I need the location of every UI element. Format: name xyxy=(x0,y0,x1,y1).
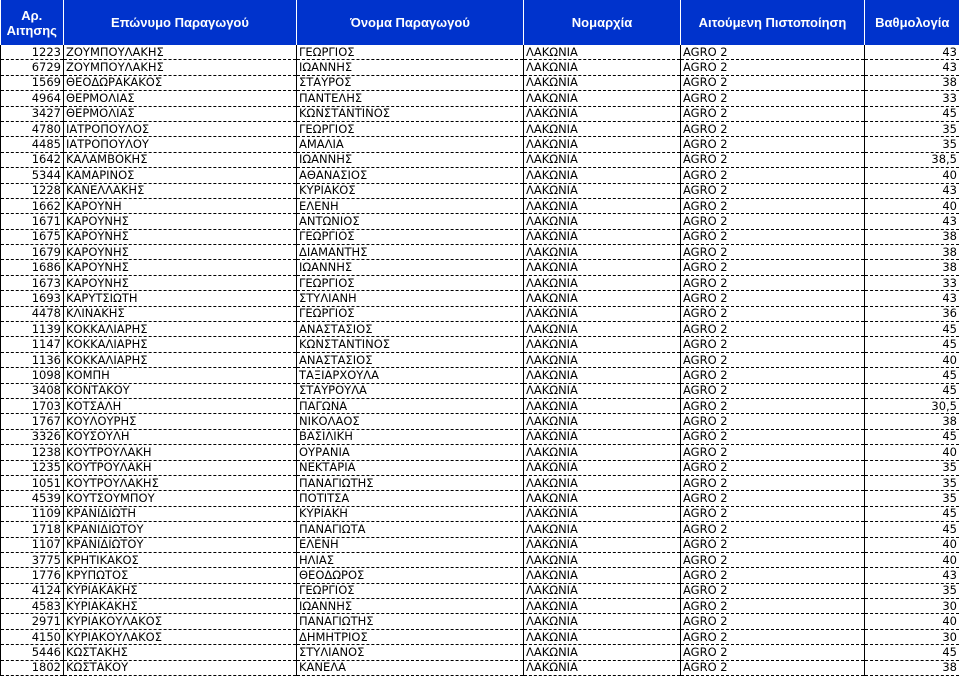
table-row xyxy=(1,168,959,183)
prefecture-cell: ΛΑΚΩΝΙΑ xyxy=(524,137,681,152)
header-producer-name: Όνομα Παραγωγού xyxy=(297,0,524,45)
certification-cell: AGRO 2 xyxy=(681,460,865,475)
application-number-cell: 1686 xyxy=(1,260,64,275)
first-name-cell: ΙΩΑΝΝΗΣ xyxy=(297,152,524,167)
first-name-cell: ΘΕΟΔΩΡΟΣ xyxy=(297,568,524,583)
table-row xyxy=(1,183,959,198)
surname-cell: ΚΡΑΝΙΔΙΩΤΟΥ xyxy=(64,522,297,537)
first-name-cell: ΓΕΩΡΓΙΟΣ xyxy=(297,275,524,290)
score-cell: 40 xyxy=(865,445,959,460)
surname-cell: ΖΟΥΜΠΟΥΛΑΚΗΣ xyxy=(64,60,297,75)
certification-cell: AGRO 2 xyxy=(681,214,865,229)
prefecture-cell: ΛΑΚΩΝΙΑ xyxy=(524,445,681,460)
prefecture-cell: ΛΑΚΩΝΙΑ xyxy=(524,537,681,552)
first-name-cell: ΑΝΑΣΤΑΣΙΟΣ xyxy=(297,352,524,367)
application-number-cell: 1662 xyxy=(1,198,64,213)
first-name-cell: ΠΑΝΑΓΙΩΤΗΣ xyxy=(297,475,524,490)
prefecture-cell: ΛΑΚΩΝΙΑ xyxy=(524,414,681,429)
surname-cell: ΚΟΥΤΡΟΥΛΑΚΗ xyxy=(64,460,297,475)
score-cell: 36 xyxy=(865,306,959,321)
surname-cell: ΚΟΚΚΑΛΙΑΡΗΣ xyxy=(64,337,297,352)
prefecture-cell: ΛΑΚΩΝΙΑ xyxy=(524,245,681,260)
surname-cell: ΚΑΡΟΥΝΗΣ xyxy=(64,260,297,275)
table-row xyxy=(1,275,959,290)
certification-cell: AGRO 2 xyxy=(681,491,865,506)
prefecture-cell: ΛΑΚΩΝΙΑ xyxy=(524,645,681,660)
score-cell: 43 xyxy=(865,291,959,306)
header-application-number: Αρ. Αιτησης xyxy=(1,0,64,45)
application-number-cell: 1136 xyxy=(1,352,64,367)
application-number-cell: 1107 xyxy=(1,537,64,552)
score-cell: 33 xyxy=(865,91,959,106)
certification-cell: AGRO 2 xyxy=(681,183,865,198)
surname-cell: ΚΟΝΤΑΚΟΥ xyxy=(64,383,297,398)
surname-cell: ΚΟΥΛΟΥΡΗΣ xyxy=(64,414,297,429)
surname-cell: ΚΟΥΤΣΟΥΜΠΟΥ xyxy=(64,491,297,506)
score-cell: 38 xyxy=(865,414,959,429)
score-cell: 40 xyxy=(865,537,959,552)
application-number-cell: 6729 xyxy=(1,60,64,75)
table-row xyxy=(1,445,959,460)
first-name-cell: ΑΜΑΛΙΑ xyxy=(297,137,524,152)
application-number-cell: 1673 xyxy=(1,275,64,290)
application-number-cell: 1228 xyxy=(1,183,64,198)
prefecture-cell: ΛΑΚΩΝΙΑ xyxy=(524,522,681,537)
certification-cell: AGRO 2 xyxy=(681,306,865,321)
table-row xyxy=(1,599,959,614)
first-name-cell: ΠΑΓΩΝΑ xyxy=(297,398,524,413)
prefecture-cell: ΛΑΚΩΝΙΑ xyxy=(524,552,681,567)
table-row xyxy=(1,614,959,629)
score-cell: 40 xyxy=(865,198,959,213)
application-number-cell: 1671 xyxy=(1,214,64,229)
certification-cell: AGRO 2 xyxy=(681,198,865,213)
score-cell: 43 xyxy=(865,568,959,583)
certification-cell: AGRO 2 xyxy=(681,429,865,444)
prefecture-cell: ΛΑΚΩΝΙΑ xyxy=(524,198,681,213)
table-row xyxy=(1,537,959,552)
table-row xyxy=(1,552,959,567)
prefecture-cell: ΛΑΚΩΝΙΑ xyxy=(524,322,681,337)
application-number-cell: 1703 xyxy=(1,398,64,413)
application-number-cell: 1139 xyxy=(1,322,64,337)
score-cell: 30 xyxy=(865,629,959,644)
surname-cell: ΚΟΚΚΑΛΙΑΡΗΣ xyxy=(64,352,297,367)
certification-cell: AGRO 2 xyxy=(681,583,865,598)
certification-cell: AGRO 2 xyxy=(681,260,865,275)
first-name-cell: ΚΥΡΙΑΚΗ xyxy=(297,506,524,521)
score-cell: 40 xyxy=(865,614,959,629)
certification-cell: AGRO 2 xyxy=(681,322,865,337)
application-number-cell: 1235 xyxy=(1,460,64,475)
prefecture-cell: ΛΑΚΩΝΙΑ xyxy=(524,491,681,506)
score-cell: 45 xyxy=(865,368,959,383)
prefecture-cell: ΛΑΚΩΝΙΑ xyxy=(524,368,681,383)
surname-cell: ΚΥΡΙΑΚΟΥΛΑΚΟΣ xyxy=(64,629,297,644)
prefecture-cell: ΛΑΚΩΝΙΑ xyxy=(524,121,681,136)
table-row xyxy=(1,245,959,260)
certification-cell: AGRO 2 xyxy=(681,552,865,567)
score-cell: 45 xyxy=(865,522,959,537)
first-name-cell: ΓΕΩΡΓΙΟΣ xyxy=(297,229,524,244)
table-row xyxy=(1,398,959,413)
table-row xyxy=(1,60,959,75)
first-name-cell: ΑΝΤΩΝΙΟΣ xyxy=(297,214,524,229)
score-cell: 40 xyxy=(865,168,959,183)
table-row xyxy=(1,629,959,644)
score-cell: 35 xyxy=(865,460,959,475)
score-cell: 35 xyxy=(865,583,959,598)
table-row xyxy=(1,337,959,352)
score-cell: 38 xyxy=(865,660,959,675)
surname-cell: ΚΩΣΤΑΚΟΥ xyxy=(64,660,297,675)
certification-cell: AGRO 2 xyxy=(681,660,865,675)
application-number-cell: 1147 xyxy=(1,337,64,352)
table-body xyxy=(1,45,959,676)
prefecture-cell: ΛΑΚΩΝΙΑ xyxy=(524,460,681,475)
application-number-cell: 1098 xyxy=(1,368,64,383)
surname-cell: ΚΟΥΣΟΥΛΗ xyxy=(64,429,297,444)
table-row xyxy=(1,121,959,136)
score-cell: 33 xyxy=(865,275,959,290)
score-cell: 43 xyxy=(865,214,959,229)
prefecture-cell: ΛΑΚΩΝΙΑ xyxy=(524,352,681,367)
score-cell: 45 xyxy=(865,429,959,444)
application-number-cell: 5344 xyxy=(1,168,64,183)
application-number-cell: 4150 xyxy=(1,629,64,644)
certification-cell: AGRO 2 xyxy=(681,245,865,260)
certification-cell: AGRO 2 xyxy=(681,337,865,352)
application-number-cell: 1051 xyxy=(1,475,64,490)
surname-cell: ΚΑΡΥΤΣΙΩΤΗ xyxy=(64,291,297,306)
score-cell: 38 xyxy=(865,75,959,90)
table-row xyxy=(1,45,959,60)
application-number-cell: 1109 xyxy=(1,506,64,521)
score-cell: 35 xyxy=(865,121,959,136)
application-number-cell: 1675 xyxy=(1,229,64,244)
surname-cell: ΚΥΡΙΑΚΑΚΗΣ xyxy=(64,599,297,614)
prefecture-cell: ΛΑΚΩΝΙΑ xyxy=(524,60,681,75)
table-row xyxy=(1,429,959,444)
application-number-cell: 1679 xyxy=(1,245,64,260)
first-name-cell: ΝΙΚΟΛΑΟΣ xyxy=(297,414,524,429)
score-cell: 35 xyxy=(865,475,959,490)
table-row xyxy=(1,322,959,337)
prefecture-cell: ΛΑΚΩΝΙΑ xyxy=(524,398,681,413)
prefecture-cell: ΛΑΚΩΝΙΑ xyxy=(524,506,681,521)
certification-cell: AGRO 2 xyxy=(681,75,865,90)
score-cell: 40 xyxy=(865,352,959,367)
surname-cell: ΚΑΡΟΥΝΗΣ xyxy=(64,275,297,290)
certification-cell: AGRO 2 xyxy=(681,91,865,106)
first-name-cell: ΙΩΑΝΝΗΣ xyxy=(297,599,524,614)
surname-cell: ΚΩΣΤΑΚΗΣ xyxy=(64,645,297,660)
first-name-cell: ΔΗΜΗΤΡΙΟΣ xyxy=(297,629,524,644)
score-cell: 38,5 xyxy=(865,152,959,167)
application-number-cell: 1767 xyxy=(1,414,64,429)
certification-cell: AGRO 2 xyxy=(681,45,865,60)
surname-cell: ΚΑΡΟΥΝΗΣ xyxy=(64,214,297,229)
score-cell: 45 xyxy=(865,383,959,398)
score-cell: 45 xyxy=(865,337,959,352)
first-name-cell: ΚΩΝΣΤΑΝΤΙΝΟΣ xyxy=(297,337,524,352)
surname-cell: ΚΑΛΑΜΒΟΚΗΣ xyxy=(64,152,297,167)
table-row xyxy=(1,91,959,106)
table-row xyxy=(1,152,959,167)
prefecture-cell: ΛΑΚΩΝΙΑ xyxy=(524,106,681,121)
table-row xyxy=(1,214,959,229)
first-name-cell: ΓΕΩΡΓΙΟΣ xyxy=(297,45,524,60)
surname-cell: ΚΥΡΙΑΚΑΚΗΣ xyxy=(64,583,297,598)
surname-cell: ΚΡΑΝΙΔΙΩΤΟΥ xyxy=(64,537,297,552)
certification-cell: AGRO 2 xyxy=(681,599,865,614)
application-number-cell: 1776 xyxy=(1,568,64,583)
prefecture-cell: ΛΑΚΩΝΙΑ xyxy=(524,229,681,244)
first-name-cell: ΔΙΑΜΑΝΤΗΣ xyxy=(297,245,524,260)
application-number-cell: 3775 xyxy=(1,552,64,567)
table-row xyxy=(1,522,959,537)
score-cell: 38 xyxy=(865,229,959,244)
score-cell: 35 xyxy=(865,491,959,506)
certification-cell: AGRO 2 xyxy=(681,645,865,660)
table-row xyxy=(1,506,959,521)
prefecture-cell: ΛΑΚΩΝΙΑ xyxy=(524,429,681,444)
score-cell: 30 xyxy=(865,599,959,614)
application-number-cell: 5446 xyxy=(1,645,64,660)
score-cell: 38 xyxy=(865,260,959,275)
first-name-cell: ΠΑΝΤΕΛΗΣ xyxy=(297,91,524,106)
surname-cell: ΚΡΑΝΙΔΙΩΤΗ xyxy=(64,506,297,521)
score-cell: 43 xyxy=(865,60,959,75)
surname-cell: ΘΕΡΜΟΛΙΑΣ xyxy=(64,91,297,106)
score-cell: 45 xyxy=(865,106,959,121)
table-row xyxy=(1,75,959,90)
first-name-cell: ΓΕΩΡΓΙΟΣ xyxy=(297,306,524,321)
prefecture-cell: ΛΑΚΩΝΙΑ xyxy=(524,183,681,198)
application-number-cell: 4478 xyxy=(1,306,64,321)
surname-cell: ΚΡΗΤΙΚΑΚΟΣ xyxy=(64,552,297,567)
header-requested-certification: Αιτούμενη Πιστοποίηση xyxy=(681,0,865,45)
surname-cell: ΚΑΡΟΥΝΗ xyxy=(64,198,297,213)
prefecture-cell: ΛΑΚΩΝΙΑ xyxy=(524,583,681,598)
first-name-cell: ΠΑΝΑΓΙΩΤΗΣ xyxy=(297,614,524,629)
score-cell: 43 xyxy=(865,183,959,198)
certification-cell: AGRO 2 xyxy=(681,152,865,167)
certification-cell: AGRO 2 xyxy=(681,629,865,644)
application-number-cell: 4780 xyxy=(1,121,64,136)
table-header xyxy=(1,0,959,45)
first-name-cell: ΠΟΤΙΤΣΑ xyxy=(297,491,524,506)
first-name-cell: ΙΩΑΝΝΗΣ xyxy=(297,260,524,275)
surname-cell: ΚΑΝΕΛΛΑΚΗΣ xyxy=(64,183,297,198)
prefecture-cell: ΛΑΚΩΝΙΑ xyxy=(524,91,681,106)
table-row xyxy=(1,352,959,367)
prefecture-cell: ΛΑΚΩΝΙΑ xyxy=(524,383,681,398)
prefecture-cell: ΛΑΚΩΝΙΑ xyxy=(524,614,681,629)
table-row xyxy=(1,460,959,475)
surname-cell: ΘΕΟΔΩΡΑΚΑΚΟΣ xyxy=(64,75,297,90)
prefecture-cell: ΛΑΚΩΝΙΑ xyxy=(524,275,681,290)
certification-cell: AGRO 2 xyxy=(681,229,865,244)
application-number-cell: 3326 xyxy=(1,429,64,444)
certification-cell: AGRO 2 xyxy=(681,275,865,290)
first-name-cell: ΙΩΑΝΝΗΣ xyxy=(297,60,524,75)
first-name-cell: ΠΑΝΑΓΙΩΤΑ xyxy=(297,522,524,537)
certification-cell: AGRO 2 xyxy=(681,568,865,583)
application-number-cell: 3408 xyxy=(1,383,64,398)
first-name-cell: ΚΩΝΣΤΑΝΤΙΝΟΣ xyxy=(297,106,524,121)
surname-cell: ΖΟΥΜΠΟΥΛΑΚΗΣ xyxy=(64,45,297,60)
prefecture-cell: ΛΑΚΩΝΙΑ xyxy=(524,291,681,306)
score-cell: 45 xyxy=(865,645,959,660)
score-cell: 30,5 xyxy=(865,398,959,413)
prefecture-cell: ΛΑΚΩΝΙΑ xyxy=(524,152,681,167)
application-number-cell: 4539 xyxy=(1,491,64,506)
certification-cell: AGRO 2 xyxy=(681,60,865,75)
table-row xyxy=(1,491,959,506)
application-number-cell: 1642 xyxy=(1,152,64,167)
first-name-cell: ΓΕΩΡΓΙΟΣ xyxy=(297,583,524,598)
header-row xyxy=(1,0,959,45)
table-row xyxy=(1,291,959,306)
score-cell: 38 xyxy=(865,245,959,260)
score-cell: 45 xyxy=(865,506,959,521)
surname-cell: ΚΑΡΟΥΝΗΣ xyxy=(64,245,297,260)
surname-cell: ΚΛΙΝΑΚΗΣ xyxy=(64,306,297,321)
prefecture-cell: ΛΑΚΩΝΙΑ xyxy=(524,45,681,60)
application-number-cell: 1569 xyxy=(1,75,64,90)
first-name-cell: ΒΑΣΙΛΙΚΗ xyxy=(297,429,524,444)
certification-cell: AGRO 2 xyxy=(681,537,865,552)
application-number-cell: 4583 xyxy=(1,599,64,614)
application-number-cell: 4124 xyxy=(1,583,64,598)
table-row xyxy=(1,583,959,598)
score-cell: 43 xyxy=(865,45,959,60)
application-number-cell: 2971 xyxy=(1,614,64,629)
first-name-cell: ΣΤΑΥΡΟΥΛΑ xyxy=(297,383,524,398)
surname-cell: ΚΟΤΣΑΛΗ xyxy=(64,398,297,413)
prefecture-cell: ΛΑΚΩΝΙΑ xyxy=(524,214,681,229)
table-row xyxy=(1,660,959,675)
surname-cell: ΚΥΡΙΑΚΟΥΛΑΚΟΣ xyxy=(64,614,297,629)
score-cell: 35 xyxy=(865,137,959,152)
certification-cell: AGRO 2 xyxy=(681,414,865,429)
first-name-cell: ΑΝΑΣΤΑΣΙΟΣ xyxy=(297,322,524,337)
certification-cell: AGRO 2 xyxy=(681,475,865,490)
prefecture-cell: ΛΑΚΩΝΙΑ xyxy=(524,568,681,583)
first-name-cell: ΣΤΥΛΙΑΝΗ xyxy=(297,291,524,306)
application-number-cell: 1223 xyxy=(1,45,64,60)
application-number-cell: 4485 xyxy=(1,137,64,152)
table-row xyxy=(1,198,959,213)
score-cell: 40 xyxy=(865,552,959,567)
surname-cell: ΚΟΜΠΗ xyxy=(64,368,297,383)
first-name-cell: ΣΤΥΛΙΑΝΟΣ xyxy=(297,645,524,660)
table-row xyxy=(1,645,959,660)
prefecture-cell: ΛΑΚΩΝΙΑ xyxy=(524,599,681,614)
table-row xyxy=(1,368,959,383)
certification-cell: AGRO 2 xyxy=(681,291,865,306)
application-number-cell: 1693 xyxy=(1,291,64,306)
first-name-cell: ΕΛΕΝΗ xyxy=(297,198,524,213)
table-row xyxy=(1,106,959,121)
first-name-cell: ΣΤΑΥΡΟΣ xyxy=(297,75,524,90)
certification-cell: AGRO 2 xyxy=(681,137,865,152)
certification-cell: AGRO 2 xyxy=(681,106,865,121)
table-row xyxy=(1,229,959,244)
certification-cell: AGRO 2 xyxy=(681,368,865,383)
surname-cell: ΘΕΡΜΟΛΙΑΣ xyxy=(64,106,297,121)
certification-cell: AGRO 2 xyxy=(681,168,865,183)
application-number-cell: 1802 xyxy=(1,660,64,675)
application-number-cell: 1238 xyxy=(1,445,64,460)
table-row xyxy=(1,414,959,429)
table-row xyxy=(1,475,959,490)
table-row xyxy=(1,306,959,321)
surname-cell: ΚΟΚΚΑΛΙΑΡΗΣ xyxy=(64,322,297,337)
score-cell: 45 xyxy=(865,322,959,337)
first-name-cell: ΚΑΝΕΛΑ xyxy=(297,660,524,675)
surname-cell: ΚΡΥΠΩΤΟΣ xyxy=(64,568,297,583)
certification-cell: AGRO 2 xyxy=(681,398,865,413)
certification-cell: AGRO 2 xyxy=(681,383,865,398)
table-row xyxy=(1,568,959,583)
first-name-cell: ΑΘΑΝΑΣΙΟΣ xyxy=(297,168,524,183)
first-name-cell: ΚΥΡΙΑΚΟΣ xyxy=(297,183,524,198)
application-number-cell: 3427 xyxy=(1,106,64,121)
certification-cell: AGRO 2 xyxy=(681,445,865,460)
surname-cell: ΚΑΡΟΥΝΗΣ xyxy=(64,229,297,244)
first-name-cell: ΗΛΙΑΣ xyxy=(297,552,524,567)
header-prefecture: Νομαρχία xyxy=(524,0,681,45)
prefecture-cell: ΛΑΚΩΝΙΑ xyxy=(524,337,681,352)
prefecture-cell: ΛΑΚΩΝΙΑ xyxy=(524,660,681,675)
certification-cell: AGRO 2 xyxy=(681,522,865,537)
header-score: Βαθμολογία xyxy=(865,0,959,45)
table-row xyxy=(1,137,959,152)
prefecture-cell: ΛΑΚΩΝΙΑ xyxy=(524,75,681,90)
header-producer-surname: Επώνυμο Παραγωγού xyxy=(64,0,297,45)
certification-cell: AGRO 2 xyxy=(681,614,865,629)
prefecture-cell: ΛΑΚΩΝΙΑ xyxy=(524,260,681,275)
first-name-cell: ΤΑΞΙΑΡΧΟΥΛΑ xyxy=(297,368,524,383)
application-number-cell: 4964 xyxy=(1,91,64,106)
first-name-cell: ΓΕΩΡΓΙΟΣ xyxy=(297,121,524,136)
prefecture-cell: ΛΑΚΩΝΙΑ xyxy=(524,475,681,490)
surname-cell: ΚΟΥΤΡΟΥΛΑΚΗ xyxy=(64,445,297,460)
certification-cell: AGRO 2 xyxy=(681,506,865,521)
certification-cell: AGRO 2 xyxy=(681,352,865,367)
first-name-cell: ΝΕΚΤΑΡΙΑ xyxy=(297,460,524,475)
surname-cell: ΙΑΤΡΟΠΟΥΛΟΣ xyxy=(64,121,297,136)
surname-cell: ΙΑΤΡΟΠΟΥΛΟΥ xyxy=(64,137,297,152)
first-name-cell: ΟΥΡΑΝΙΑ xyxy=(297,445,524,460)
application-number-cell: 1718 xyxy=(1,522,64,537)
certification-cell: AGRO 2 xyxy=(681,121,865,136)
prefecture-cell: ΛΑΚΩΝΙΑ xyxy=(524,629,681,644)
prefecture-cell: ΛΑΚΩΝΙΑ xyxy=(524,168,681,183)
surname-cell: ΚΟΥΤΡΟΥΛΑΚΗΣ xyxy=(64,475,297,490)
table-row xyxy=(1,260,959,275)
surname-cell: ΚΑΜΑΡΙΝΟΣ xyxy=(64,168,297,183)
prefecture-cell: ΛΑΚΩΝΙΑ xyxy=(524,306,681,321)
first-name-cell: ΕΛΕΝΗ xyxy=(297,537,524,552)
table-row xyxy=(1,383,959,398)
